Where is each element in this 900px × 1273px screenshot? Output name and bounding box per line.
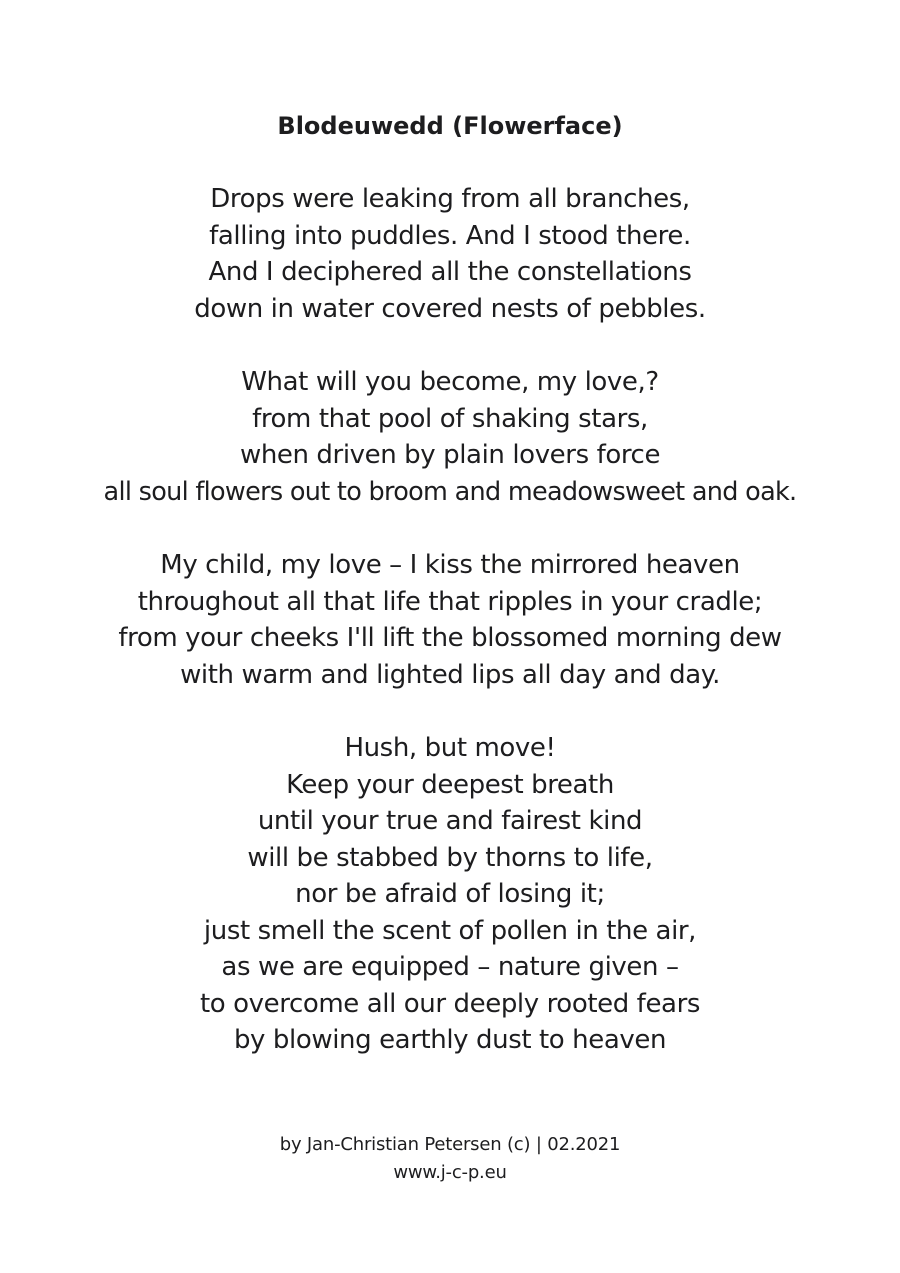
footer [0,1131,900,1187]
poem-line: Drops were leaking from all branches, [210,184,690,214]
poem-title: Blodeuwedd (Flowerface) [277,112,623,140]
poem-line: throughout all that life that ripples in your cradle; [137,586,763,617]
poem-line: down in water covered nests of pebbles. [194,293,706,324]
poem-line: until your true and fairest kind [257,806,643,836]
poem-line: Keep your deepest breath [286,769,614,800]
poem-line: to overcome all our deeply rooted fears [199,988,701,1019]
poem-line: as we are equipped – nature given – [221,952,679,982]
poem-line: from that pool of shaking stars, [252,403,648,434]
website-link[interactable]: www.j-c-p.eu [393,1162,507,1183]
poem-line: from your cheeks I'll lift the blossomed morning dew [118,623,782,653]
poem-line: falling into puddles. And I stood there. [209,220,691,251]
poem-line: by blowing earthly dust to heaven [233,1025,667,1055]
poem-line: will be stabbed by thorns to life, [247,842,653,873]
stanza-3 [0,547,900,693]
stanza-4 [0,730,900,1059]
poem-line: just smell the scent of pollen in the air, [203,915,697,946]
poem-line: What will you become, my love,? [241,367,659,397]
poem-line: My child, my love – I kiss the mirrored heaven [160,550,740,580]
author-byline: by Jan-Christian Petersen (c) | 02.2021 [279,1134,621,1155]
poem-line: And I deciphered all the constellations [208,257,692,287]
poem-line: when driven by plain lovers force [239,440,661,470]
poem-line: all soul flowers out to broom and meadowsweet and oak. [103,476,797,507]
poem-line: with warm and lighted lips all day and day. [180,659,720,690]
stanza-1 [0,181,900,327]
stanza-2 [0,364,900,510]
poem-line: nor be afraid of losing it; [295,879,605,909]
poem-line: Hush, but move! [344,733,556,763]
